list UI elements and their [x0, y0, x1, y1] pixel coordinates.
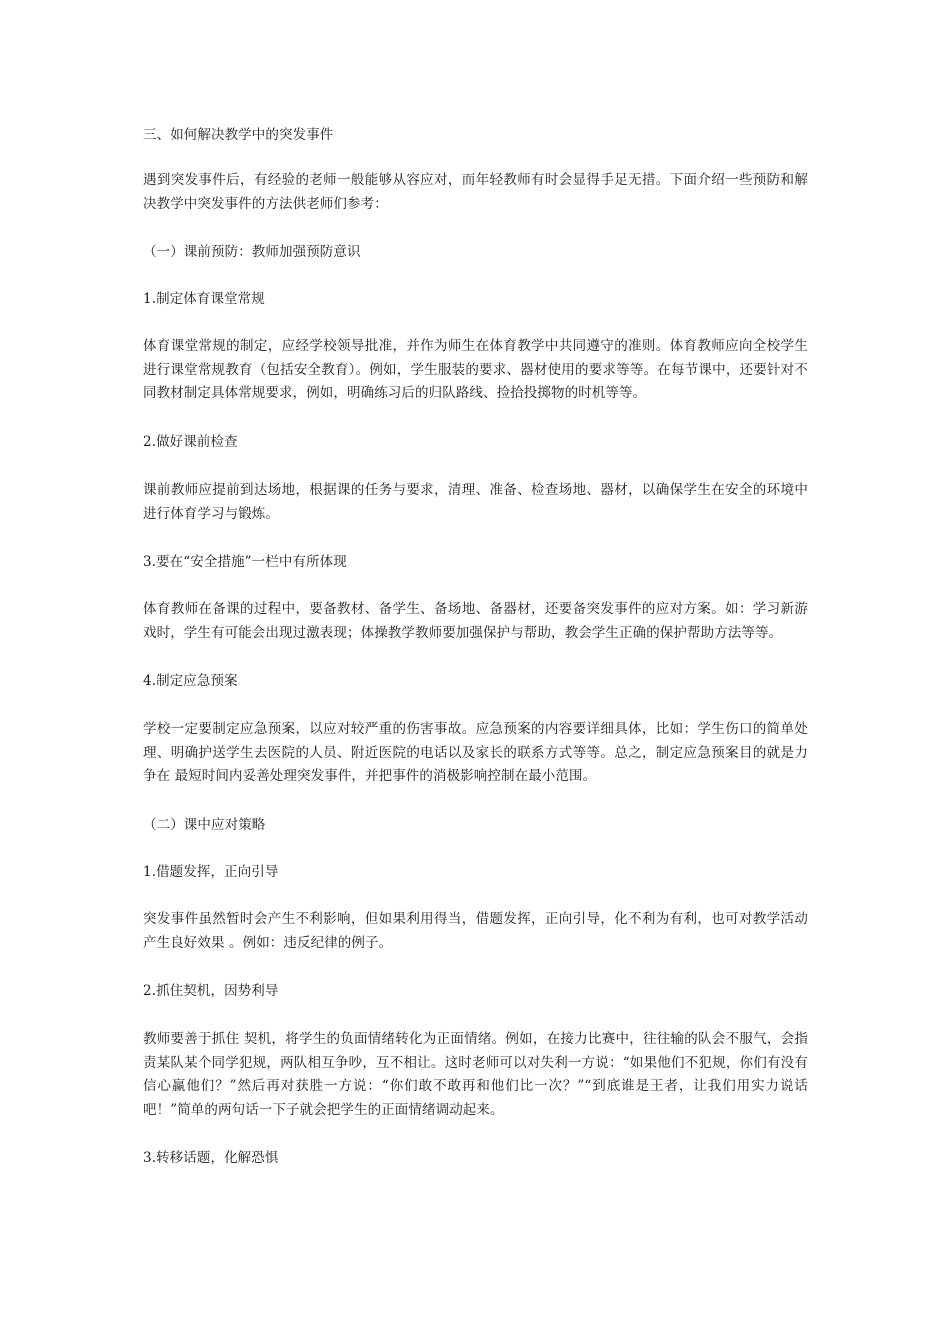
body-paragraph: 教师要善于抓住 契机，将学生的负面情绪转化为正面情绪。例如，在接力比赛中，往往输的队会不服气，会指责某队某个同学犯规，两队相互争吵，互不相让。这时老师可以对失利一方说：“如果他们不犯规，你们有没有信心赢他们？”然后再对获胜一方说：“你们敢不敢再和他们比一次？”“到底谁是王者，让我们用实力说话吧！”简单的两句话一下子就会把学生的正面情绪调动起来。 — [143, 1031, 808, 1118]
item-heading: 2.做好课前检查 — [143, 434, 238, 450]
subsection-heading: （二）课中应对策略 — [143, 817, 266, 833]
item-heading: 3.转移话题，化解恐惧 — [143, 1150, 279, 1166]
item-heading: 3.要在“安全措施”一栏中有所体现 — [143, 554, 347, 570]
item-heading: 2.抓住契机，因势利导 — [143, 983, 279, 999]
body-paragraph: 突发事件虽然暂时会产生不利影响，但如果利用得当，借题发挥，正向引导，化不利为有利，也可对教学活动产生良好效果 。例如：违反纪律的例子。 — [143, 911, 808, 951]
body-paragraph: 学校一定要制定应急预案，以应对较严重的伤害事故。应急预案的内容要详细具体，比如：学生伤口的简单处理、明确护送学生去医院的人员、附近医院的电话以及家长的联系方式等等。总之，制定应急预案目的就是力争在 最短时间内妥善处理突发事件，并把事件的消极影响控制在最小范围。 — [143, 721, 808, 784]
item-heading: 1.制定体育课堂常规 — [143, 291, 265, 307]
item-heading: 1.借题发挥，正向引导 — [143, 864, 279, 880]
body-paragraph: 体育教师在备课的过程中，要备教材、备学生、备场地、备器材，还要备突发事件的应对方案。如：学习新游戏时，学生有可能会出现过激表现；体操教学教师要加强保护与帮助，教会学生正确的保护帮助方法等等。 — [143, 601, 808, 641]
body-paragraph: 遇到突发事件后，有经验的老师一般能够从容应对，而年轻教师有时会显得手足无措。下面介绍一些预防和解决教学中突发事件的方法供老师们参考： — [143, 172, 808, 212]
subsection-heading: （一）课前预防：教师加强预防意识 — [143, 244, 361, 260]
body-paragraph: 体育课堂常规的制定，应经学校领导批准，并作为师生在体育教学中共同遵守的准则。体育教师应向全校学生进行课堂常规教育（包括安全教育）。例如，学生服装的要求、器材使用的要求等等。在每节课中，还要针对不同教材制定具体常规要求，例如，明确练习后的归队路线、捡拾投掷物的时机等等。 — [143, 338, 808, 401]
section-heading: 三、如何解决教学中的突发事件 — [143, 127, 334, 143]
body-paragraph: 课前教师应提前到达场地，根据课的任务与要求，清理、准备、检查场地、器材，以确保学生在安全的环境中进行体育学习与锻炼。 — [143, 482, 808, 522]
item-heading: 4.制定应急预案 — [143, 673, 238, 689]
